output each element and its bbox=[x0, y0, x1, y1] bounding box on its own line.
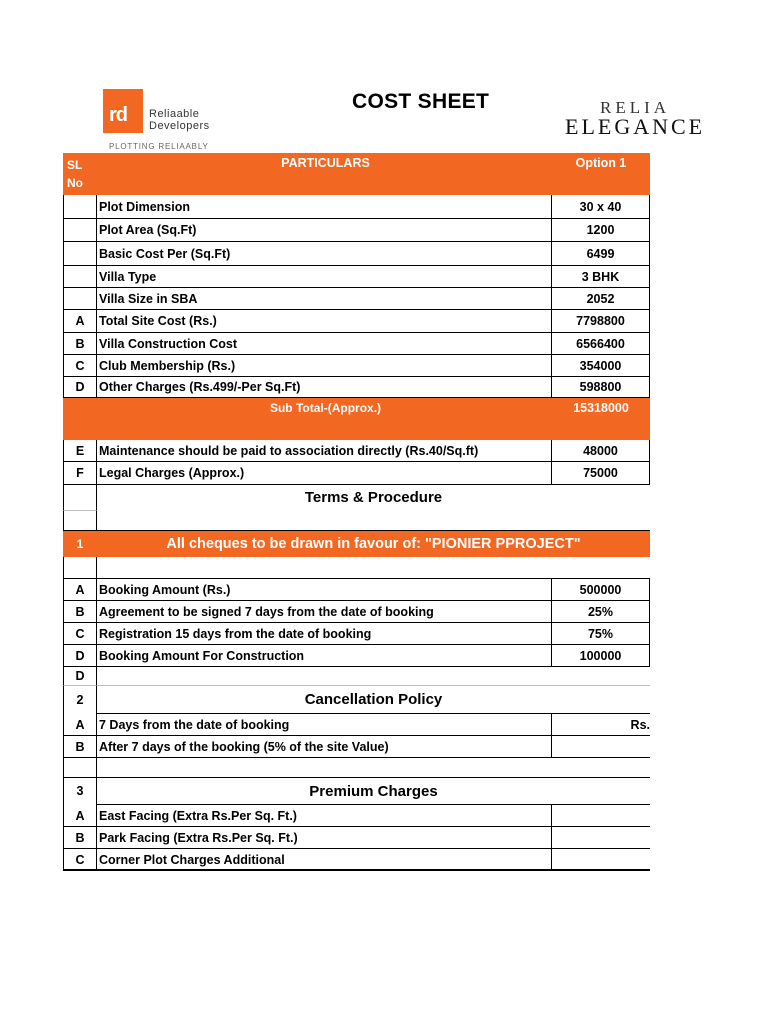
row-sl-no bbox=[63, 485, 97, 511]
row-label: Park Facing (Extra Rs.Per Sq. Ft.) bbox=[97, 827, 552, 849]
row-label: Booking Amount For Construction bbox=[97, 645, 552, 667]
table-row bbox=[63, 440, 650, 462]
cheque-banner-text: All cheques to be drawn in favour of: "PIONIER PPROJECT" bbox=[166, 536, 581, 552]
row-value: 354000 bbox=[552, 355, 650, 377]
project-logo-line1: RELIA bbox=[600, 98, 671, 117]
row-label bbox=[97, 557, 650, 578]
row-label: Legal Charges (Approx.) bbox=[97, 462, 552, 485]
row-value: 75% bbox=[552, 623, 650, 645]
row-label: Other Charges (Rs.499/-Per Sq.Ft) bbox=[97, 377, 552, 398]
table-row bbox=[63, 579, 650, 601]
brand-name-line2: Developers bbox=[149, 120, 210, 132]
row-value: 1200 bbox=[552, 219, 650, 242]
header-sl-no: SL No bbox=[67, 158, 83, 190]
row-value bbox=[552, 849, 650, 871]
row-label: Basic Cost Per (Sq.Ft) bbox=[97, 242, 552, 266]
row-sl-no: D bbox=[63, 645, 97, 667]
row-sl-no bbox=[63, 288, 97, 310]
row-value: 6566400 bbox=[552, 333, 650, 355]
subtotal-sl bbox=[63, 398, 97, 440]
row-label bbox=[97, 511, 650, 530]
row-sl-no: C bbox=[63, 849, 97, 871]
row-sl-no: A bbox=[63, 310, 97, 333]
row-sl-no bbox=[63, 219, 97, 242]
table-row bbox=[63, 645, 650, 667]
row-value: 75000 bbox=[552, 462, 650, 485]
row-sl-no: E bbox=[63, 440, 97, 462]
row-label: Maintenance should be paid to association directly (Rs.40/Sq.ft) bbox=[97, 440, 552, 462]
row-sl-no: 2 bbox=[63, 686, 97, 714]
row-sl-no: B bbox=[63, 333, 97, 355]
table-row bbox=[63, 242, 650, 266]
row-label: Club Membership (Rs.) bbox=[97, 355, 552, 377]
table-row bbox=[63, 462, 650, 485]
row-label: Villa Size in SBA bbox=[97, 288, 552, 310]
terms-heading: Terms & Procedure bbox=[304, 489, 443, 506]
table-row bbox=[63, 827, 650, 849]
banner-sl-no: 1 bbox=[76, 537, 84, 551]
row-value: 6499 bbox=[552, 242, 650, 266]
table-row bbox=[63, 195, 650, 219]
row-value: 30 x 40 bbox=[552, 195, 650, 219]
subtotal-row bbox=[63, 398, 650, 440]
table-row bbox=[63, 288, 650, 310]
row-sl-no: C bbox=[63, 355, 97, 377]
row-label: After 7 days of the booking (5% of the site Value) bbox=[97, 736, 552, 758]
row-sl-no: A bbox=[63, 805, 97, 827]
cancellation-heading: Cancellation Policy bbox=[97, 686, 650, 714]
row-sl-no bbox=[63, 758, 97, 777]
cancellation-heading-row bbox=[63, 686, 650, 714]
row-value: Rs. bbox=[552, 714, 650, 736]
cheque-banner-row bbox=[63, 531, 650, 557]
table-row bbox=[63, 377, 650, 398]
row-value: 598800 bbox=[552, 377, 650, 398]
row-value: 100000 bbox=[552, 645, 650, 667]
table-row bbox=[63, 266, 650, 288]
row-sl-no: 3 bbox=[63, 778, 97, 805]
row-label: Villa Construction Cost bbox=[97, 333, 552, 355]
row-value: 3 BHK bbox=[552, 266, 650, 288]
row-label: Agreement to be signed 7 days from the date of booking bbox=[97, 601, 552, 623]
row-label: Total Site Cost (Rs.) bbox=[97, 310, 552, 333]
table-row bbox=[63, 333, 650, 355]
table-row bbox=[63, 736, 650, 758]
logo-mark: rd bbox=[109, 104, 127, 126]
row-label: Villa Type bbox=[97, 266, 552, 288]
row-label bbox=[97, 758, 650, 777]
row-sl-no bbox=[63, 195, 97, 219]
table-row bbox=[63, 601, 650, 623]
table-row bbox=[63, 849, 650, 871]
project-logo-line2: ELEGANCE bbox=[565, 114, 706, 139]
row-value: 2052 bbox=[552, 288, 650, 310]
company-logo bbox=[103, 89, 143, 133]
row-sl-no bbox=[63, 557, 97, 578]
row-sl-no bbox=[63, 511, 97, 530]
row-value bbox=[552, 805, 650, 827]
row-value: 500000 bbox=[552, 579, 650, 601]
row-label: Plot Area (Sq.Ft) bbox=[97, 219, 552, 242]
row-sl-no bbox=[63, 266, 97, 288]
table-row bbox=[63, 714, 650, 736]
row-sl-no: D bbox=[63, 667, 97, 686]
table-row bbox=[63, 667, 650, 686]
table-row bbox=[63, 623, 650, 645]
row-label: Plot Dimension bbox=[97, 195, 552, 219]
table-row bbox=[63, 805, 650, 827]
terms-heading-row bbox=[63, 485, 650, 511]
row-label: Registration 15 days from the date of booking bbox=[97, 623, 552, 645]
row-sl-no: F bbox=[63, 462, 97, 485]
row-sl-no: A bbox=[63, 714, 97, 736]
row-sl-no: D bbox=[63, 377, 97, 398]
premium-heading: Premium Charges bbox=[97, 778, 650, 805]
row-value: 48000 bbox=[552, 440, 650, 462]
row-value: 25% bbox=[552, 601, 650, 623]
premium-heading-row bbox=[63, 778, 650, 805]
table-row bbox=[63, 310, 650, 333]
row-sl-no: B bbox=[63, 601, 97, 623]
header-particulars: PARTICULARS bbox=[281, 156, 370, 170]
subtotal-value: 15318000 bbox=[573, 401, 629, 415]
table-header-row bbox=[63, 153, 650, 195]
blank-row bbox=[63, 511, 650, 531]
page-title: COST SHEET bbox=[352, 90, 490, 113]
table-row bbox=[63, 219, 650, 242]
row-label: 7 Days from the date of booking bbox=[97, 714, 552, 736]
subtotal-label: Sub Total-(Approx.) bbox=[269, 401, 382, 415]
blank-row bbox=[63, 758, 650, 778]
row-label: East Facing (Extra Rs.Per Sq. Ft.) bbox=[97, 805, 552, 827]
row-value bbox=[552, 827, 650, 849]
row-label: Corner Plot Charges Additional bbox=[97, 849, 552, 871]
header-option-1: Option 1 bbox=[575, 156, 627, 170]
blank-row bbox=[63, 557, 650, 579]
row-sl-no: B bbox=[63, 736, 97, 758]
row-label bbox=[97, 667, 650, 686]
row-sl-no: C bbox=[63, 623, 97, 645]
row-sl-no: A bbox=[63, 579, 97, 601]
table-row bbox=[63, 355, 650, 377]
row-sl-no: B bbox=[63, 827, 97, 849]
brand-name-line1: Reliaable bbox=[149, 108, 200, 120]
brand-tagline: PLOTTING RELIAABLY bbox=[109, 142, 209, 151]
row-sl-no bbox=[63, 242, 97, 266]
row-label: Booking Amount (Rs.) bbox=[97, 579, 552, 601]
row-value: 7798800 bbox=[552, 310, 650, 333]
row-value bbox=[552, 736, 650, 758]
